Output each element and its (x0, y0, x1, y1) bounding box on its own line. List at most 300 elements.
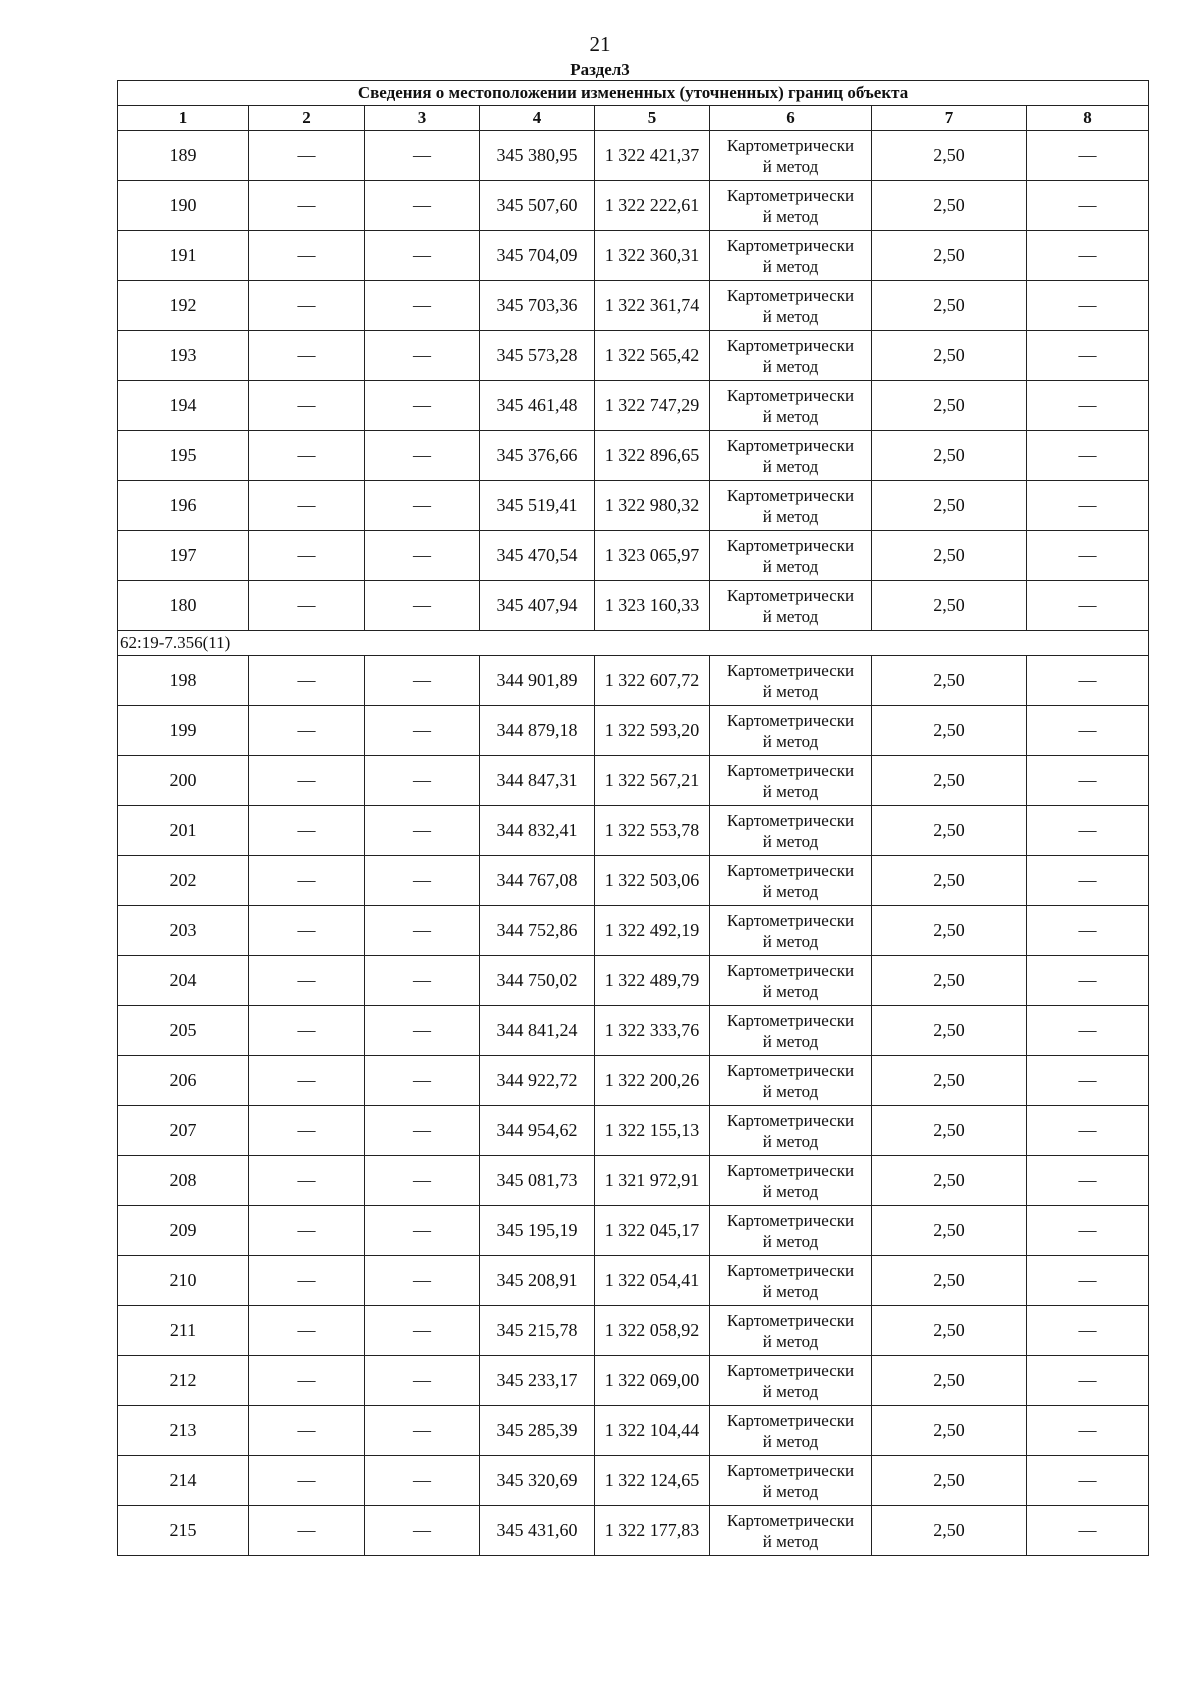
column-2-cell: — (249, 1156, 365, 1206)
method-line-2: й метод (762, 831, 819, 851)
y-coordinate-cell: 1 322 200,26 (595, 1056, 710, 1106)
column-3-cell: — (365, 1506, 480, 1556)
method-cell (710, 756, 872, 806)
y-coordinate-cell: 1 322 567,21 (595, 756, 710, 806)
method-line-1: Картометрически (726, 335, 855, 355)
x-coordinate-cell: 345 215,78 (480, 1306, 595, 1356)
column-3-cell: — (365, 1306, 480, 1356)
method-cell (710, 856, 872, 906)
column-2-cell: — (249, 1006, 365, 1056)
method-line-2: й метод (762, 456, 819, 476)
method-cell (710, 656, 872, 706)
page-number: 21 (589, 32, 611, 56)
x-coordinate-cell: 345 376,66 (480, 431, 595, 481)
method-cell (710, 331, 872, 381)
column-3-cell: — (365, 281, 480, 331)
point-number-cell: 197 (118, 531, 249, 581)
method-line-2: й метод (762, 256, 819, 276)
column-number-row (118, 106, 1149, 131)
method-line-1: Картометрически (726, 1310, 855, 1330)
method-line-1: Картометрически (726, 185, 855, 205)
x-coordinate-cell: 344 922,72 (480, 1056, 595, 1106)
method-line-1: Картометрически (726, 385, 855, 405)
method-cell (710, 431, 872, 481)
accuracy-cell: 2,50 (872, 1106, 1027, 1156)
column-3-cell: — (365, 381, 480, 431)
column-2-cell: — (249, 531, 365, 581)
column-8-cell: — (1027, 656, 1149, 706)
method-line-1: Картометрически (726, 585, 855, 605)
x-coordinate-cell: 345 081,73 (480, 1156, 595, 1206)
method-line-2: й метод (762, 1131, 819, 1151)
column-number: 3 (365, 106, 480, 131)
x-coordinate-cell: 344 954,62 (480, 1106, 595, 1156)
point-number-cell: 209 (118, 1206, 249, 1256)
point-number-cell: 211 (118, 1306, 249, 1356)
point-number-cell: 191 (118, 231, 249, 281)
column-2-cell: — (249, 706, 365, 756)
column-number: 8 (1027, 106, 1149, 131)
y-coordinate-cell: 1 322 222,61 (595, 181, 710, 231)
point-number-cell: 194 (118, 381, 249, 431)
method-line-1: Картометрически (726, 1210, 855, 1230)
column-number: 6 (710, 106, 872, 131)
point-number-cell: 208 (118, 1156, 249, 1206)
y-coordinate-cell: 1 322 054,41 (595, 1256, 710, 1306)
method-cell (710, 1356, 872, 1406)
column-3-cell: — (365, 181, 480, 231)
column-8-cell: — (1027, 1206, 1149, 1256)
column-2-cell: — (249, 381, 365, 431)
method-cell (710, 906, 872, 956)
column-3-cell: — (365, 856, 480, 906)
table-row (118, 581, 1149, 631)
column-2-cell: — (249, 756, 365, 806)
method-line-1: Картометрически (726, 535, 855, 555)
method-line-2: й метод (762, 1231, 819, 1251)
accuracy-cell: 2,50 (872, 531, 1027, 581)
y-coordinate-cell: 1 322 333,76 (595, 1006, 710, 1056)
point-number-cell: 190 (118, 181, 249, 231)
column-8-cell: — (1027, 431, 1149, 481)
column-8-cell: — (1027, 481, 1149, 531)
table-row (118, 656, 1149, 706)
method-line-1: Картометрически (726, 910, 855, 930)
method-cell (710, 1006, 872, 1056)
column-3-cell: — (365, 1106, 480, 1156)
point-number-cell: 212 (118, 1356, 249, 1406)
column-2-cell: — (249, 431, 365, 481)
column-2-cell: — (249, 1206, 365, 1256)
y-coordinate-cell: 1 322 360,31 (595, 231, 710, 281)
point-number-cell: 200 (118, 756, 249, 806)
accuracy-cell: 2,50 (872, 756, 1027, 806)
method-line-2: й метод (762, 1481, 819, 1501)
accuracy-cell: 2,50 (872, 1506, 1027, 1556)
table-row (118, 231, 1149, 281)
method-cell (710, 131, 872, 181)
x-coordinate-cell: 344 847,31 (480, 756, 595, 806)
point-number-cell: 189 (118, 131, 249, 181)
accuracy-cell: 2,50 (872, 1206, 1027, 1256)
accuracy-cell: 2,50 (872, 231, 1027, 281)
y-coordinate-cell: 1 322 593,20 (595, 706, 710, 756)
accuracy-cell: 2,50 (872, 956, 1027, 1006)
method-cell (710, 1256, 872, 1306)
x-coordinate-cell: 345 507,60 (480, 181, 595, 231)
x-coordinate-cell: 345 320,69 (480, 1456, 595, 1506)
accuracy-cell: 2,50 (872, 281, 1027, 331)
column-3-cell: — (365, 581, 480, 631)
y-coordinate-cell: 1 322 421,37 (595, 131, 710, 181)
point-number-cell: 201 (118, 806, 249, 856)
point-number-cell: 207 (118, 1106, 249, 1156)
y-coordinate-cell: 1 323 065,97 (595, 531, 710, 581)
method-line-1: Картометрически (726, 1010, 855, 1030)
column-8-cell: — (1027, 181, 1149, 231)
x-coordinate-cell: 345 208,91 (480, 1256, 595, 1306)
method-line-2: й метод (762, 731, 819, 751)
y-coordinate-cell: 1 322 361,74 (595, 281, 710, 331)
accuracy-cell: 2,50 (872, 181, 1027, 231)
column-8-cell: — (1027, 1006, 1149, 1056)
column-number: 7 (872, 106, 1027, 131)
accuracy-cell: 2,50 (872, 1456, 1027, 1506)
method-cell (710, 1406, 872, 1456)
column-8-cell: — (1027, 756, 1149, 806)
method-cell (710, 481, 872, 531)
column-3-cell: — (365, 956, 480, 1006)
table-row (118, 381, 1149, 431)
column-number: 4 (480, 106, 595, 131)
method-line-1: Картометрически (726, 485, 855, 505)
column-2-cell: — (249, 481, 365, 531)
x-coordinate-cell: 345 195,19 (480, 1206, 595, 1256)
method-cell (710, 1306, 872, 1356)
x-coordinate-cell: 345 470,54 (480, 531, 595, 581)
column-8-cell: — (1027, 1256, 1149, 1306)
x-coordinate-cell: 344 750,02 (480, 956, 595, 1006)
column-8-cell: — (1027, 1356, 1149, 1406)
y-coordinate-cell: 1 322 058,92 (595, 1306, 710, 1356)
point-number-cell: 215 (118, 1506, 249, 1556)
column-8-cell: — (1027, 1406, 1149, 1456)
y-coordinate-cell: 1 322 155,13 (595, 1106, 710, 1156)
method-line-2: й метод (762, 356, 819, 376)
accuracy-cell: 2,50 (872, 581, 1027, 631)
method-cell (710, 581, 872, 631)
column-2-cell: — (249, 1106, 365, 1156)
accuracy-cell: 2,50 (872, 1406, 1027, 1456)
column-3-cell: — (365, 706, 480, 756)
column-3-cell: — (365, 131, 480, 181)
x-coordinate-cell: 344 901,89 (480, 656, 595, 706)
table-row (118, 1356, 1149, 1406)
column-2-cell: — (249, 906, 365, 956)
point-number-cell: 206 (118, 1056, 249, 1106)
method-line-1: Картометрически (726, 810, 855, 830)
y-coordinate-cell: 1 322 747,29 (595, 381, 710, 431)
method-line-1: Картометрически (726, 435, 855, 455)
y-coordinate-cell: 1 322 896,65 (595, 431, 710, 481)
accuracy-cell: 2,50 (872, 431, 1027, 481)
table-row (118, 1206, 1149, 1256)
column-2-cell: — (249, 231, 365, 281)
method-line-1: Картометрически (726, 1160, 855, 1180)
accuracy-cell: 2,50 (872, 706, 1027, 756)
accuracy-cell: 2,50 (872, 806, 1027, 856)
column-3-cell: — (365, 1256, 480, 1306)
table-row (118, 756, 1149, 806)
column-2-cell: — (249, 181, 365, 231)
column-8-cell: — (1027, 706, 1149, 756)
table-row (118, 956, 1149, 1006)
method-line-2: й метод (762, 1031, 819, 1051)
column-3-cell: — (365, 331, 480, 381)
method-cell (710, 1456, 872, 1506)
column-8-cell: — (1027, 531, 1149, 581)
x-coordinate-cell: 345 431,60 (480, 1506, 595, 1556)
column-8-cell: — (1027, 1306, 1149, 1356)
table-row (118, 1406, 1149, 1456)
column-3-cell: — (365, 531, 480, 581)
parcel-group-row (118, 631, 1149, 656)
table-row (118, 1056, 1149, 1106)
point-number-cell: 203 (118, 906, 249, 956)
parcel-group-label: 62:19-7.356(11) (118, 631, 1149, 656)
x-coordinate-cell: 345 704,09 (480, 231, 595, 281)
method-line-2: й метод (762, 406, 819, 426)
table-row (118, 131, 1149, 181)
column-2-cell: — (249, 1356, 365, 1406)
point-number-cell: 213 (118, 1406, 249, 1456)
column-2-cell: — (249, 1456, 365, 1506)
accuracy-cell: 2,50 (872, 1306, 1027, 1356)
column-3-cell: — (365, 1006, 480, 1056)
column-2-cell: — (249, 656, 365, 706)
column-number: 2 (249, 106, 365, 131)
column-3-cell: — (365, 906, 480, 956)
method-cell (710, 1156, 872, 1206)
column-2-cell: — (249, 856, 365, 906)
point-number-cell: 198 (118, 656, 249, 706)
y-coordinate-cell: 1 322 980,32 (595, 481, 710, 531)
method-line-1: Картометрически (726, 135, 855, 155)
column-2-cell: — (249, 1056, 365, 1106)
method-line-2: й метод (762, 1331, 819, 1351)
point-number-cell: 214 (118, 1456, 249, 1506)
column-2-cell: — (249, 1506, 365, 1556)
table-row (118, 331, 1149, 381)
x-coordinate-cell: 345 380,95 (480, 131, 595, 181)
column-2-cell: — (249, 281, 365, 331)
y-coordinate-cell: 1 322 177,83 (595, 1506, 710, 1556)
table-row (118, 1306, 1149, 1356)
column-2-cell: — (249, 1256, 365, 1306)
column-8-cell: — (1027, 1106, 1149, 1156)
column-8-cell: — (1027, 906, 1149, 956)
method-line-2: й метод (762, 206, 819, 226)
method-line-1: Картометрически (726, 760, 855, 780)
x-coordinate-cell: 345 461,48 (480, 381, 595, 431)
method-cell (710, 531, 872, 581)
x-coordinate-cell: 345 285,39 (480, 1406, 595, 1456)
column-2-cell: — (249, 331, 365, 381)
column-8-cell: — (1027, 1056, 1149, 1106)
accuracy-cell: 2,50 (872, 481, 1027, 531)
accuracy-cell: 2,50 (872, 131, 1027, 181)
method-line-2: й метод (762, 156, 819, 176)
method-cell (710, 181, 872, 231)
method-line-2: й метод (762, 1181, 819, 1201)
method-cell (710, 1506, 872, 1556)
method-line-1: Картометрически (726, 1410, 855, 1430)
column-number: 5 (595, 106, 710, 131)
method-line-2: й метод (762, 681, 819, 701)
column-2-cell: — (249, 956, 365, 1006)
accuracy-cell: 2,50 (872, 331, 1027, 381)
column-8-cell: — (1027, 331, 1149, 381)
method-cell (710, 706, 872, 756)
method-cell (710, 1056, 872, 1106)
method-line-2: й метод (762, 1381, 819, 1401)
method-cell (710, 231, 872, 281)
accuracy-cell: 2,50 (872, 906, 1027, 956)
accuracy-cell: 2,50 (872, 1256, 1027, 1306)
point-number-cell: 196 (118, 481, 249, 531)
x-coordinate-cell: 345 519,41 (480, 481, 595, 531)
table-row (118, 1106, 1149, 1156)
accuracy-cell: 2,50 (872, 381, 1027, 431)
table-caption: Сведения о местоположении измененных (уточненных) границ объекта (118, 81, 1149, 106)
method-line-1: Картометрически (726, 960, 855, 980)
column-3-cell: — (365, 756, 480, 806)
y-coordinate-cell: 1 322 104,44 (595, 1406, 710, 1456)
column-3-cell: — (365, 1356, 480, 1406)
y-coordinate-cell: 1 322 069,00 (595, 1356, 710, 1406)
accuracy-cell: 2,50 (872, 856, 1027, 906)
point-number-cell: 180 (118, 581, 249, 631)
column-2-cell: — (249, 581, 365, 631)
method-line-2: й метод (762, 506, 819, 526)
method-line-1: Картометрически (726, 1060, 855, 1080)
section-title: Раздел3 (570, 60, 630, 79)
column-8-cell: — (1027, 231, 1149, 281)
method-cell (710, 1106, 872, 1156)
y-coordinate-cell: 1 323 160,33 (595, 581, 710, 631)
column-8-cell: — (1027, 381, 1149, 431)
table-row (118, 281, 1149, 331)
table-row (118, 531, 1149, 581)
column-8-cell: — (1027, 581, 1149, 631)
method-line-2: й метод (762, 981, 819, 1001)
method-line-2: й метод (762, 606, 819, 626)
column-2-cell: — (249, 131, 365, 181)
column-8-cell: — (1027, 956, 1149, 1006)
accuracy-cell: 2,50 (872, 1156, 1027, 1206)
method-line-1: Картометрически (726, 285, 855, 305)
method-line-2: й метод (762, 1531, 819, 1551)
table-row (118, 906, 1149, 956)
table-row (118, 1506, 1149, 1556)
method-line-2: й метод (762, 931, 819, 951)
y-coordinate-cell: 1 322 607,72 (595, 656, 710, 706)
y-coordinate-cell: 1 322 565,42 (595, 331, 710, 381)
y-coordinate-cell: 1 321 972,91 (595, 1156, 710, 1206)
table-row (118, 1256, 1149, 1306)
method-cell (710, 806, 872, 856)
x-coordinate-cell: 344 879,18 (480, 706, 595, 756)
point-number-cell: 195 (118, 431, 249, 481)
accuracy-cell: 2,50 (872, 656, 1027, 706)
column-3-cell: — (365, 1156, 480, 1206)
column-3-cell: — (365, 231, 480, 281)
method-line-1: Картометрически (726, 1460, 855, 1480)
column-3-cell: — (365, 481, 480, 531)
point-number-cell: 204 (118, 956, 249, 1006)
method-line-1: Картометрически (726, 660, 855, 680)
method-line-1: Картометрически (726, 860, 855, 880)
column-3-cell: — (365, 1206, 480, 1256)
method-cell (710, 956, 872, 1006)
method-cell (710, 281, 872, 331)
method-line-1: Картометрически (726, 1110, 855, 1130)
method-line-1: Картометрически (726, 710, 855, 730)
x-coordinate-cell: 344 767,08 (480, 856, 595, 906)
x-coordinate-cell: 345 407,94 (480, 581, 595, 631)
y-coordinate-cell: 1 322 492,19 (595, 906, 710, 956)
table-row (118, 856, 1149, 906)
column-2-cell: — (249, 1306, 365, 1356)
table-row (118, 806, 1149, 856)
column-3-cell: — (365, 431, 480, 481)
method-line-1: Картометрически (726, 1360, 855, 1380)
y-coordinate-cell: 1 322 503,06 (595, 856, 710, 906)
table-row (118, 1456, 1149, 1506)
column-8-cell: — (1027, 856, 1149, 906)
method-line-2: й метод (762, 1431, 819, 1451)
y-coordinate-cell: 1 322 553,78 (595, 806, 710, 856)
column-3-cell: — (365, 806, 480, 856)
table-row (118, 481, 1149, 531)
table-row (118, 706, 1149, 756)
column-8-cell: — (1027, 1456, 1149, 1506)
method-line-2: й метод (762, 781, 819, 801)
point-number-cell: 192 (118, 281, 249, 331)
table-row (118, 1156, 1149, 1206)
column-3-cell: — (365, 656, 480, 706)
column-8-cell: — (1027, 1506, 1149, 1556)
point-number-cell: 205 (118, 1006, 249, 1056)
table-caption-row (118, 81, 1149, 106)
method-line-1: Картометрически (726, 1510, 855, 1530)
x-coordinate-cell: 345 703,36 (480, 281, 595, 331)
method-cell (710, 1206, 872, 1256)
table-row (118, 431, 1149, 481)
point-number-cell: 202 (118, 856, 249, 906)
table-row (118, 181, 1149, 231)
column-8-cell: — (1027, 1156, 1149, 1206)
y-coordinate-cell: 1 322 045,17 (595, 1206, 710, 1256)
accuracy-cell: 2,50 (872, 1006, 1027, 1056)
point-number-cell: 193 (118, 331, 249, 381)
x-coordinate-cell: 344 841,24 (480, 1006, 595, 1056)
x-coordinate-cell: 344 832,41 (480, 806, 595, 856)
column-number: 1 (118, 106, 249, 131)
accuracy-cell: 2,50 (872, 1356, 1027, 1406)
method-line-1: Картометрически (726, 235, 855, 255)
method-line-1: Картометрически (726, 1260, 855, 1280)
